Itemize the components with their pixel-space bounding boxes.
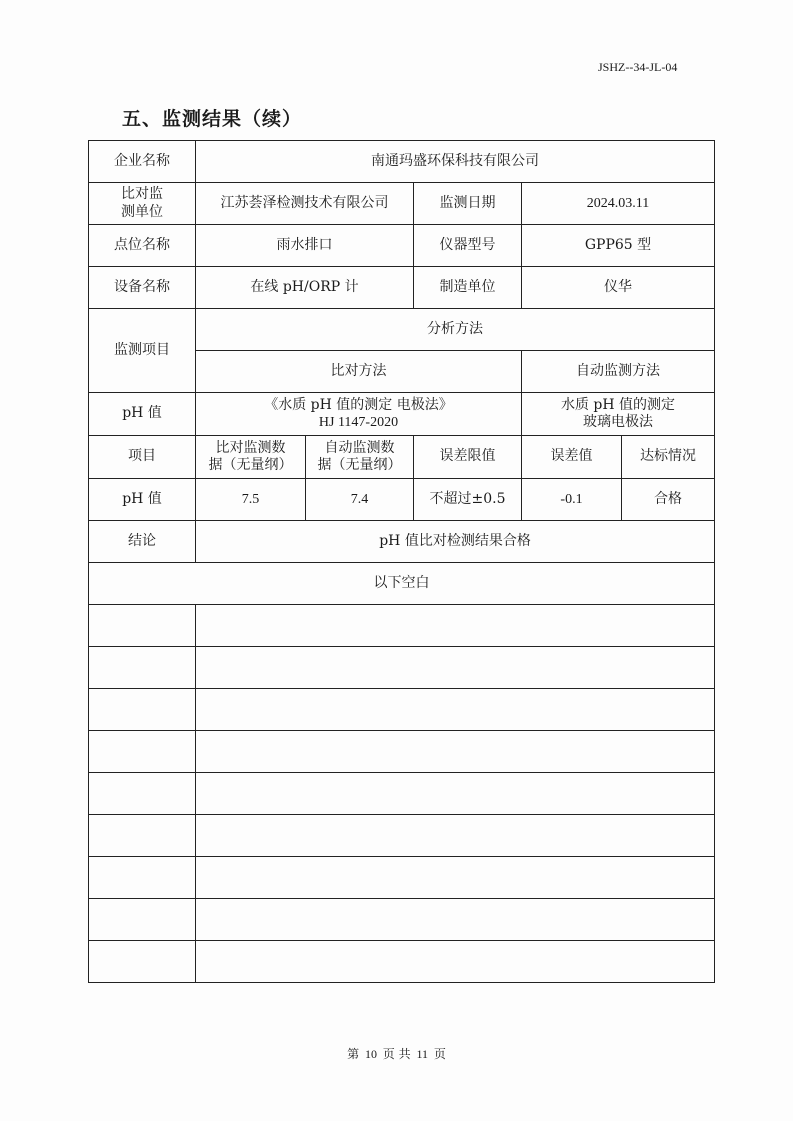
row-company — [89, 141, 715, 183]
value-point-name: 雨水排口 — [196, 225, 414, 267]
blank-cell — [89, 899, 196, 941]
row-ph-method — [89, 393, 715, 436]
value-device-name: 在线 pH/ORP 计 — [196, 267, 414, 309]
label-item: 项目 — [89, 436, 196, 479]
label-monitor-item: 监测项目 — [89, 309, 196, 393]
label-auto-method: 自动监测方法 — [522, 351, 715, 393]
blank-cell — [196, 899, 715, 941]
result-compare-data: 7.5 — [196, 479, 306, 521]
value-compare-method: 《水质 pH 值的测定 电极法》 HJ 1147-2020 — [196, 393, 522, 436]
value-monitor-date: 2024.03.11 — [522, 183, 715, 225]
value-company-name: 南通玛盛环保科技有限公司 — [196, 141, 715, 183]
blank-cell — [89, 647, 196, 689]
label-compliance: 达标情况 — [622, 436, 715, 479]
table-row — [89, 773, 715, 815]
row-conclusion — [89, 521, 715, 563]
row-compare-unit — [89, 183, 715, 225]
blank-cell — [196, 815, 715, 857]
table-row — [89, 941, 715, 983]
blank-cell — [89, 731, 196, 773]
value-compare-unit: 江苏荟泽检测技术有限公司 — [196, 183, 414, 225]
result-auto-data: 7.4 — [306, 479, 414, 521]
blank-cell — [196, 731, 715, 773]
table-row — [89, 731, 715, 773]
table-row — [89, 689, 715, 731]
table-row — [89, 647, 715, 689]
row-result — [89, 479, 715, 521]
blank-cell — [89, 941, 196, 983]
document-code: JSHZ--34-JL-04 — [598, 60, 678, 74]
section-title: 五、监测结果（续） — [122, 108, 303, 130]
table-row — [89, 899, 715, 941]
row-device — [89, 267, 715, 309]
label-analysis-method: 分析方法 — [196, 309, 715, 351]
value-manufacturer: 仪华 — [522, 267, 715, 309]
blank-cell — [196, 689, 715, 731]
blank-cell — [196, 647, 715, 689]
label-compare-unit: 比对监 测单位 — [89, 183, 196, 225]
row-result-headers — [89, 436, 715, 479]
monitoring-result-table — [88, 140, 715, 983]
result-compliance: 合格 — [622, 479, 715, 521]
blank-cell — [196, 605, 715, 647]
label-error-value: 误差值 — [522, 436, 622, 479]
result-error-value: -0.1 — [522, 479, 622, 521]
table-row — [89, 815, 715, 857]
value-conclusion: pH 值比对检测结果合格 — [196, 521, 715, 563]
label-compare-data: 比对监测数 据（无量纲） — [196, 436, 306, 479]
result-error-limit: 不超过±0.5 — [414, 479, 522, 521]
blank-cell — [89, 689, 196, 731]
blank-note: 以下空白 — [89, 563, 715, 605]
table-row — [89, 857, 715, 899]
row-analysis-method — [89, 309, 715, 351]
label-company-name: 企业名称 — [89, 141, 196, 183]
blank-cell — [89, 773, 196, 815]
blank-cell — [196, 857, 715, 899]
blank-cell — [89, 605, 196, 647]
page-number: 第 10 页 共 11 页 — [347, 1047, 446, 1061]
label-monitor-date: 监测日期 — [414, 183, 522, 225]
blank-cell — [89, 857, 196, 899]
label-instrument-model: 仪器型号 — [414, 225, 522, 267]
label-compare-method: 比对方法 — [196, 351, 522, 393]
row-point — [89, 225, 715, 267]
label-manufacturer: 制造单位 — [414, 267, 522, 309]
blank-cell — [196, 941, 715, 983]
table-row — [89, 605, 715, 647]
result-item: pH 值 — [89, 479, 196, 521]
label-point-name: 点位名称 — [89, 225, 196, 267]
value-auto-method: 水质 pH 值的测定 玻璃电极法 — [522, 393, 715, 436]
value-instrument-model: GPP65 型 — [522, 225, 715, 267]
label-auto-data: 自动监测数 据（无量纲） — [306, 436, 414, 479]
blank-cell — [89, 815, 196, 857]
label-device-name: 设备名称 — [89, 267, 196, 309]
label-conclusion: 结论 — [89, 521, 196, 563]
label-error-limit: 误差限值 — [414, 436, 522, 479]
row-blank-note — [89, 563, 715, 605]
blank-cell — [196, 773, 715, 815]
label-ph-value: pH 值 — [89, 393, 196, 436]
